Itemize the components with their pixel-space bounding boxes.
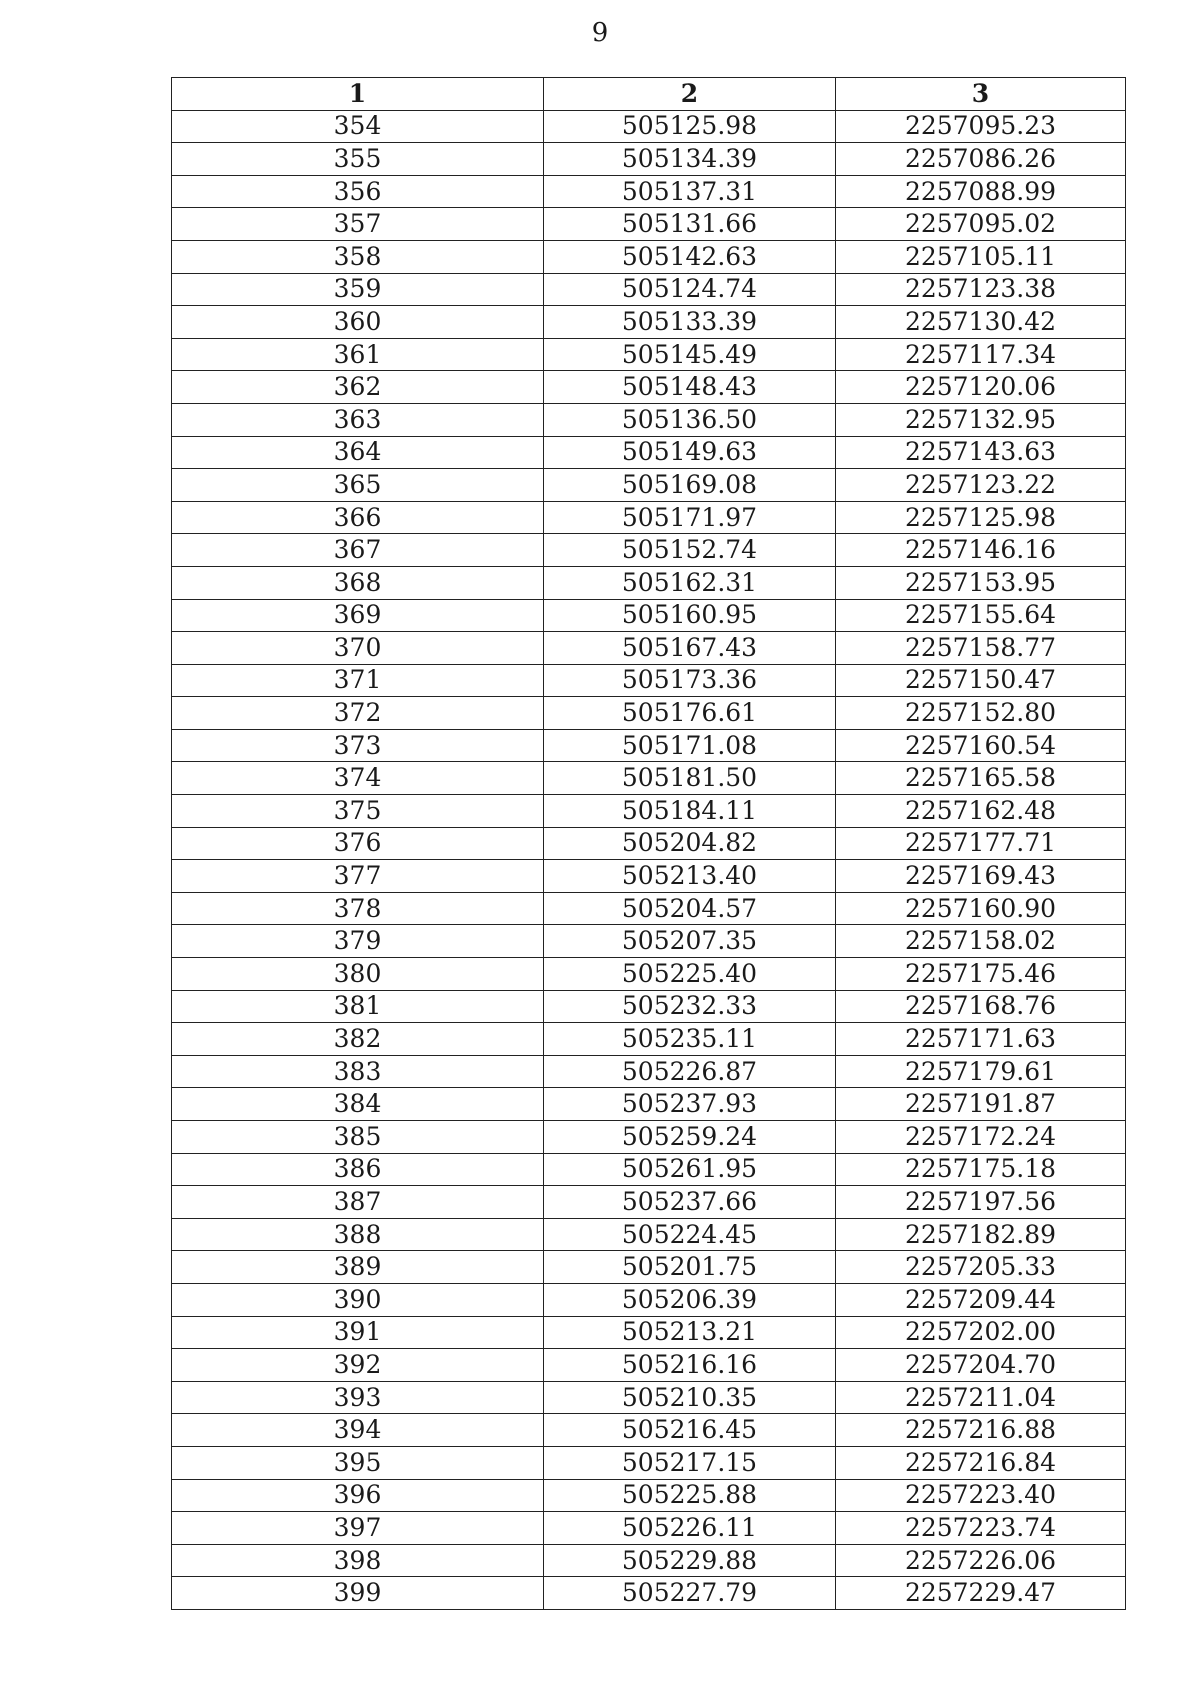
table-cell-col-1: 358 <box>172 240 544 273</box>
table-cell-col-1: 354 <box>172 110 544 143</box>
table-cell-col-1: 362 <box>172 371 544 404</box>
table-cell-col-3: 2257153.95 <box>836 566 1126 599</box>
table-row <box>172 599 1126 632</box>
table-cell-col-1: 394 <box>172 1414 544 1447</box>
table-cell-col-3: 2257223.74 <box>836 1512 1126 1545</box>
table-cell-col-1: 355 <box>172 143 544 176</box>
table-cell-col-3: 2257162.48 <box>836 795 1126 828</box>
table-cell-col-1: 384 <box>172 1088 544 1121</box>
table-cell-col-3: 2257209.44 <box>836 1283 1126 1316</box>
table-row <box>172 925 1126 958</box>
table-cell-col-1: 367 <box>172 534 544 567</box>
table-row <box>172 1446 1126 1479</box>
table-row <box>172 1381 1126 1414</box>
table-row <box>172 795 1126 828</box>
table-cell-col-2: 505201.75 <box>544 1251 836 1284</box>
table-cell-col-1: 382 <box>172 1023 544 1056</box>
table-cell-col-2: 505210.35 <box>544 1381 836 1414</box>
table-cell-col-1: 359 <box>172 273 544 306</box>
table-cell-col-3: 2257146.16 <box>836 534 1126 567</box>
table-cell-col-3: 2257150.47 <box>836 664 1126 697</box>
table-cell-col-1: 392 <box>172 1349 544 1382</box>
table-cell-col-1: 380 <box>172 958 544 991</box>
table-cell-col-2: 505224.45 <box>544 1218 836 1251</box>
table-cell-col-1: 366 <box>172 501 544 534</box>
table-cell-col-3: 2257226.06 <box>836 1544 1126 1577</box>
table-cell-col-1: 369 <box>172 599 544 632</box>
table-cell-col-2: 505207.35 <box>544 925 836 958</box>
table-cell-col-2: 505229.88 <box>544 1544 836 1577</box>
table-row <box>172 1186 1126 1219</box>
table-cell-col-3: 2257211.04 <box>836 1381 1126 1414</box>
table-cell-col-2: 505162.31 <box>544 566 836 599</box>
table-cell-col-2: 505149.63 <box>544 436 836 469</box>
table-cell-col-1: 391 <box>172 1316 544 1349</box>
table-row <box>172 1414 1126 1447</box>
table-cell-col-3: 2257143.63 <box>836 436 1126 469</box>
table-cell-col-3: 2257123.22 <box>836 469 1126 502</box>
table-cell-col-1: 374 <box>172 762 544 795</box>
table-cell-col-1: 393 <box>172 1381 544 1414</box>
table-row <box>172 860 1126 893</box>
table-cell-col-2: 505204.57 <box>544 892 836 925</box>
coordinates-table <box>171 77 1126 1610</box>
table-row <box>172 403 1126 436</box>
table-cell-col-3: 2257165.58 <box>836 762 1126 795</box>
table-row <box>172 143 1126 176</box>
table-cell-col-2: 505136.50 <box>544 403 836 436</box>
table-cell-col-1: 377 <box>172 860 544 893</box>
table-row <box>172 892 1126 925</box>
table-cell-col-2: 505142.63 <box>544 240 836 273</box>
table-cell-col-1: 388 <box>172 1218 544 1251</box>
table-row <box>172 1251 1126 1284</box>
table-cell-col-2: 505225.40 <box>544 958 836 991</box>
table-cell-col-2: 505124.74 <box>544 273 836 306</box>
table-cell-col-1: 370 <box>172 632 544 665</box>
table-row <box>172 1283 1126 1316</box>
table-cell-col-1: 379 <box>172 925 544 958</box>
table-cell-col-1: 371 <box>172 664 544 697</box>
table-cell-col-1: 386 <box>172 1153 544 1186</box>
table-cell-col-2: 505213.21 <box>544 1316 836 1349</box>
table-cell-col-3: 2257086.26 <box>836 143 1126 176</box>
table-cell-col-3: 2257095.23 <box>836 110 1126 143</box>
table-row <box>172 632 1126 665</box>
table-cell-col-2: 505133.39 <box>544 306 836 339</box>
table-cell-col-2: 505167.43 <box>544 632 836 665</box>
table-cell-col-2: 505169.08 <box>544 469 836 502</box>
table-cell-col-3: 2257160.90 <box>836 892 1126 925</box>
table-cell-col-1: 360 <box>172 306 544 339</box>
table-cell-col-1: 398 <box>172 1544 544 1577</box>
table-row <box>172 1577 1126 1610</box>
table-row <box>172 1316 1126 1349</box>
table-row <box>172 762 1126 795</box>
table-cell-col-1: 378 <box>172 892 544 925</box>
table-cell-col-3: 2257117.34 <box>836 338 1126 371</box>
table-cell-col-3: 2257216.84 <box>836 1446 1126 1479</box>
column-header-2: 2 <box>544 78 836 111</box>
table-cell-col-2: 505216.16 <box>544 1349 836 1382</box>
table-cell-col-3: 2257197.56 <box>836 1186 1126 1219</box>
table-row <box>172 958 1126 991</box>
table-cell-col-2: 505148.43 <box>544 371 836 404</box>
table-row <box>172 697 1126 730</box>
table-cell-col-1: 356 <box>172 175 544 208</box>
table-row <box>172 306 1126 339</box>
table-cell-col-1: 368 <box>172 566 544 599</box>
table-body <box>172 110 1126 1609</box>
table-cell-col-3: 2257123.38 <box>836 273 1126 306</box>
table-cell-col-2: 505232.33 <box>544 990 836 1023</box>
table-cell-col-2: 505237.93 <box>544 1088 836 1121</box>
table-row <box>172 110 1126 143</box>
table-row <box>172 1088 1126 1121</box>
table-row <box>172 664 1126 697</box>
table-row <box>172 175 1126 208</box>
table-cell-col-3: 2257172.24 <box>836 1121 1126 1154</box>
table-cell-col-2: 505125.98 <box>544 110 836 143</box>
table-cell-col-2: 505226.11 <box>544 1512 836 1545</box>
table-cell-col-2: 505176.61 <box>544 697 836 730</box>
table-cell-col-2: 505216.45 <box>544 1414 836 1447</box>
table-row <box>172 827 1126 860</box>
table-cell-col-3: 2257182.89 <box>836 1218 1126 1251</box>
table-cell-col-2: 505261.95 <box>544 1153 836 1186</box>
table-cell-col-2: 505184.11 <box>544 795 836 828</box>
table-row <box>172 1153 1126 1186</box>
table-cell-col-3: 2257175.46 <box>836 958 1126 991</box>
table-row <box>172 338 1126 371</box>
table-row <box>172 240 1126 273</box>
table-cell-col-2: 505134.39 <box>544 143 836 176</box>
table-cell-col-3: 2257229.47 <box>836 1577 1126 1610</box>
table-row <box>172 729 1126 762</box>
table-cell-col-1: 364 <box>172 436 544 469</box>
page-number: 9 <box>591 18 609 48</box>
table-cell-col-1: 397 <box>172 1512 544 1545</box>
table-cell-col-3: 2257175.18 <box>836 1153 1126 1186</box>
table-cell-col-2: 505173.36 <box>544 664 836 697</box>
table-cell-col-1: 399 <box>172 1577 544 1610</box>
table-cell-col-3: 2257158.02 <box>836 925 1126 958</box>
table-cell-col-3: 2257095.02 <box>836 208 1126 241</box>
table-cell-col-3: 2257171.63 <box>836 1023 1126 1056</box>
table-cell-col-3: 2257177.71 <box>836 827 1126 860</box>
table-row <box>172 208 1126 241</box>
table-cell-col-3: 2257158.77 <box>836 632 1126 665</box>
table-header <box>172 78 1126 111</box>
table-cell-col-3: 2257152.80 <box>836 697 1126 730</box>
table-cell-col-2: 505160.95 <box>544 599 836 632</box>
table-row <box>172 436 1126 469</box>
table-cell-col-1: 385 <box>172 1121 544 1154</box>
table-cell-col-1: 375 <box>172 795 544 828</box>
table-cell-col-3: 2257120.06 <box>836 371 1126 404</box>
table-cell-col-2: 505145.49 <box>544 338 836 371</box>
table-cell-col-3: 2257155.64 <box>836 599 1126 632</box>
table-cell-col-1: 357 <box>172 208 544 241</box>
table-row <box>172 501 1126 534</box>
table-cell-col-1: 361 <box>172 338 544 371</box>
table-cell-col-2: 505131.66 <box>544 208 836 241</box>
table-cell-col-3: 2257191.87 <box>836 1088 1126 1121</box>
table-cell-col-3: 2257130.42 <box>836 306 1126 339</box>
table-cell-col-3: 2257179.61 <box>836 1055 1126 1088</box>
table-cell-col-3: 2257160.54 <box>836 729 1126 762</box>
table-cell-col-2: 505181.50 <box>544 762 836 795</box>
table-cell-col-3: 2257088.99 <box>836 175 1126 208</box>
table-cell-col-2: 505213.40 <box>544 860 836 893</box>
column-header-3: 3 <box>836 78 1126 111</box>
table-row <box>172 534 1126 567</box>
table-cell-col-2: 505235.11 <box>544 1023 836 1056</box>
table-cell-col-3: 2257223.40 <box>836 1479 1126 1512</box>
table-cell-col-2: 505227.79 <box>544 1577 836 1610</box>
table-row <box>172 1218 1126 1251</box>
header-row <box>172 78 1126 111</box>
table-cell-col-1: 396 <box>172 1479 544 1512</box>
table-cell-col-2: 505237.66 <box>544 1186 836 1219</box>
table-cell-col-1: 390 <box>172 1283 544 1316</box>
table-cell-col-1: 381 <box>172 990 544 1023</box>
table-row <box>172 990 1126 1023</box>
table-cell-col-2: 505259.24 <box>544 1121 836 1154</box>
table-row <box>172 1121 1126 1154</box>
table-cell-col-2: 505171.08 <box>544 729 836 762</box>
table-cell-col-3: 2257205.33 <box>836 1251 1126 1284</box>
table-cell-col-2: 505217.15 <box>544 1446 836 1479</box>
table-cell-col-2: 505204.82 <box>544 827 836 860</box>
table-cell-col-3: 2257168.76 <box>836 990 1126 1023</box>
table-cell-col-1: 389 <box>172 1251 544 1284</box>
table-cell-col-3: 2257204.70 <box>836 1349 1126 1382</box>
table-row <box>172 1544 1126 1577</box>
table-row <box>172 469 1126 502</box>
table-cell-col-2: 505206.39 <box>544 1283 836 1316</box>
table-row <box>172 566 1126 599</box>
table-cell-col-3: 2257169.43 <box>836 860 1126 893</box>
table-cell-col-3: 2257132.95 <box>836 403 1126 436</box>
table-cell-col-1: 387 <box>172 1186 544 1219</box>
table-cell-col-1: 383 <box>172 1055 544 1088</box>
table-row <box>172 1023 1126 1056</box>
table-cell-col-1: 395 <box>172 1446 544 1479</box>
table-cell-col-2: 505226.87 <box>544 1055 836 1088</box>
table-row <box>172 273 1126 306</box>
table-row <box>172 371 1126 404</box>
table-row <box>172 1479 1126 1512</box>
table-cell-col-1: 373 <box>172 729 544 762</box>
table-cell-col-3: 2257202.00 <box>836 1316 1126 1349</box>
table-cell-col-2: 505225.88 <box>544 1479 836 1512</box>
column-header-1: 1 <box>172 78 544 111</box>
table-cell-col-3: 2257216.88 <box>836 1414 1126 1447</box>
table-cell-col-3: 2257125.98 <box>836 501 1126 534</box>
table-cell-col-1: 363 <box>172 403 544 436</box>
table-row <box>172 1512 1126 1545</box>
table-cell-col-2: 505171.97 <box>544 501 836 534</box>
table-row <box>172 1055 1126 1088</box>
table-cell-col-1: 376 <box>172 827 544 860</box>
table-row <box>172 1349 1126 1382</box>
table-cell-col-3: 2257105.11 <box>836 240 1126 273</box>
table-cell-col-2: 505152.74 <box>544 534 836 567</box>
table-cell-col-1: 372 <box>172 697 544 730</box>
table-cell-col-1: 365 <box>172 469 544 502</box>
table-cell-col-2: 505137.31 <box>544 175 836 208</box>
